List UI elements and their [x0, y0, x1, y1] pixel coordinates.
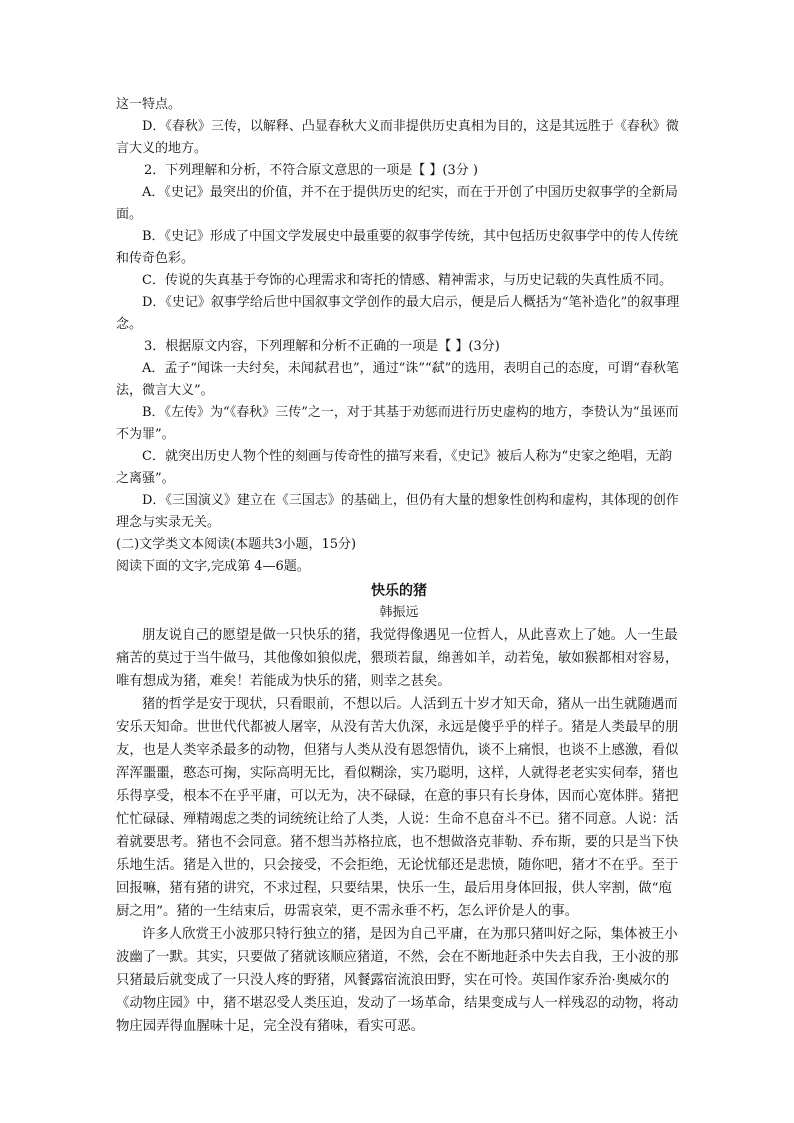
question-2-title: 2．下列理解和分析，不符合原文意思的一项是【 】(3分 ) [144, 163, 478, 178]
prev-option-d: D．《春秋》三传，以解释、凸显春秋大义而非提供历史真相为目的，这是其远胜于《春秋》微言大义的地方。 [116, 119, 679, 156]
question-3-option-b: B．《左传》为“《春秋》三传”之一，对于其基于劝惩而进行历史虚构的地方，李贽认为“虽诬而不为罪”。 [116, 405, 679, 442]
article-paragraph: 许多人欣赏王小波那只特行独立的猪，是因为自己平庸，在为那只猪叫好之际，集体被王小波幽了一默。其实，只要做了猪就该顺应猪道，不然，会在不断地赶杀中失去自我，王小波的那只猪最后就变成了一只没人疼的野猪，风餐露宿流浪田野，实在可怜。英国作家乔治·奥威尔的《动物庄园》中，猪不堪忍受人类压迫，发动了一场革命，结果变成与人一样残忍的动物，将动物庄园弄得血腥味十足，完全没有猪味，看实可恶。 [116, 927, 679, 1034]
question-2-option-d: D．《史记》叙事学给后世中国叙事文学创作的最大启示，便是后人概括为“笔补造化”的叙事理念。 [116, 295, 680, 332]
section-heading: (二)文学类文本阅读(本题共3小题，15分) [116, 537, 357, 552]
question-3-option-a: A．孟子“闻诛一夫纣矣，未闻弑君也”，通过“诛”“弑”的选用，表明自己的态度，可谓“春秋笔法，微言大义”。 [116, 361, 679, 398]
article-title: 快乐的猪 [371, 583, 427, 599]
article-paragraph: 猪的哲学是安于现状，只看眼前，不想以后。人活到五十岁才知天命，猪从一出生就随遇而安乐天知命。世世代代都被人屠宰，从没有苦大仇深，永远是傻乎乎的样子。猪是人类最早的朋友，也是人类宰杀最多的动物，但猪与人类从没有恩怨情仇，谈不上痛恨，也谈不上感激，看似浑浑噩噩，憨态可掬，实际高明无比，看似糊涂，实乃聪明，这样，人就得老老实实伺奉，猪也乐得享受，根本不在乎平庸，可以无为，决不碌碌，在意的事只有长身体，因而心宽体胖。猪把忙忙碌碌、殚精竭虑之类的词统统让给了人类，人说：生命不息奋斗不已。猪不同意。人说：活着就要思考。猪也不会同意。猪不想当苏格拉底，也不想做洛克菲勒、乔布斯，要的只是当下快乐地生活。猪是入世的，只会接受，不会拒绝，无论忧郁还是悲愤，随你吧，猪才不在乎。至于回报嘛，猪有猪的讲究，不求过程，只要结果，快乐一生，最后用身体回报，供人宰割，做“庖厨之用”。猪的一生结束后，毋需哀荣，更不需永垂不朽，怎么评价是人的事。 [116, 697, 679, 919]
question-2 [116, 160, 682, 336]
question-2-option-c: C．传说的失真基于夸饰的心理需求和寄托的情感、精神需求，与历史记载的失真性质不同。 [142, 273, 672, 288]
question-3-title: 3．根据原文内容，下列理解和分析不正确的一项是【 】(3分) [144, 339, 500, 354]
question-2-option-a: A．《史记》最突出的价值，并不在于提供历史的纪实，而在于开创了中国历史叙事学的全新局面。 [116, 185, 678, 222]
lead-text: 这一特点。 [116, 97, 182, 112]
question-3-option-c: C．就突出历史人物个性的刻画与传奇性的描写来看，《史记》被后人称为“史家之绝唱，无韵之离骚”。 [116, 449, 673, 486]
question-2-option-b: B．《史记》形成了中国文学发展史中最重要的叙事学传统，其中包括历史叙事学中的传人传统和传奇色彩。 [116, 229, 679, 266]
section-instruction: 阅读下面的文字,完成第 4—6题。 [116, 559, 310, 574]
article-paragraph: 朋友说自己的愿望是做一只快乐的猪，我觉得像遇见一位哲人，从此喜欢上了她。人一生最痛苦的莫过于当牛做马，其他像如狼似虎，猥琐若鼠，绵善如羊，动若兔，敏如猴都相对容易，唯有想成为猪，难矣！若能成为快乐的猪，则幸之甚矣。 [116, 628, 679, 689]
article-author: 韩振远 [379, 605, 419, 620]
question-3-option-d: D．《三国演义》建立在《三国志》的基础上，但仍有大量的想象性创构和虚构，其体现的创作理念与实录无关。 [116, 493, 679, 530]
question-3 [116, 336, 682, 534]
document-page [116, 94, 682, 1038]
